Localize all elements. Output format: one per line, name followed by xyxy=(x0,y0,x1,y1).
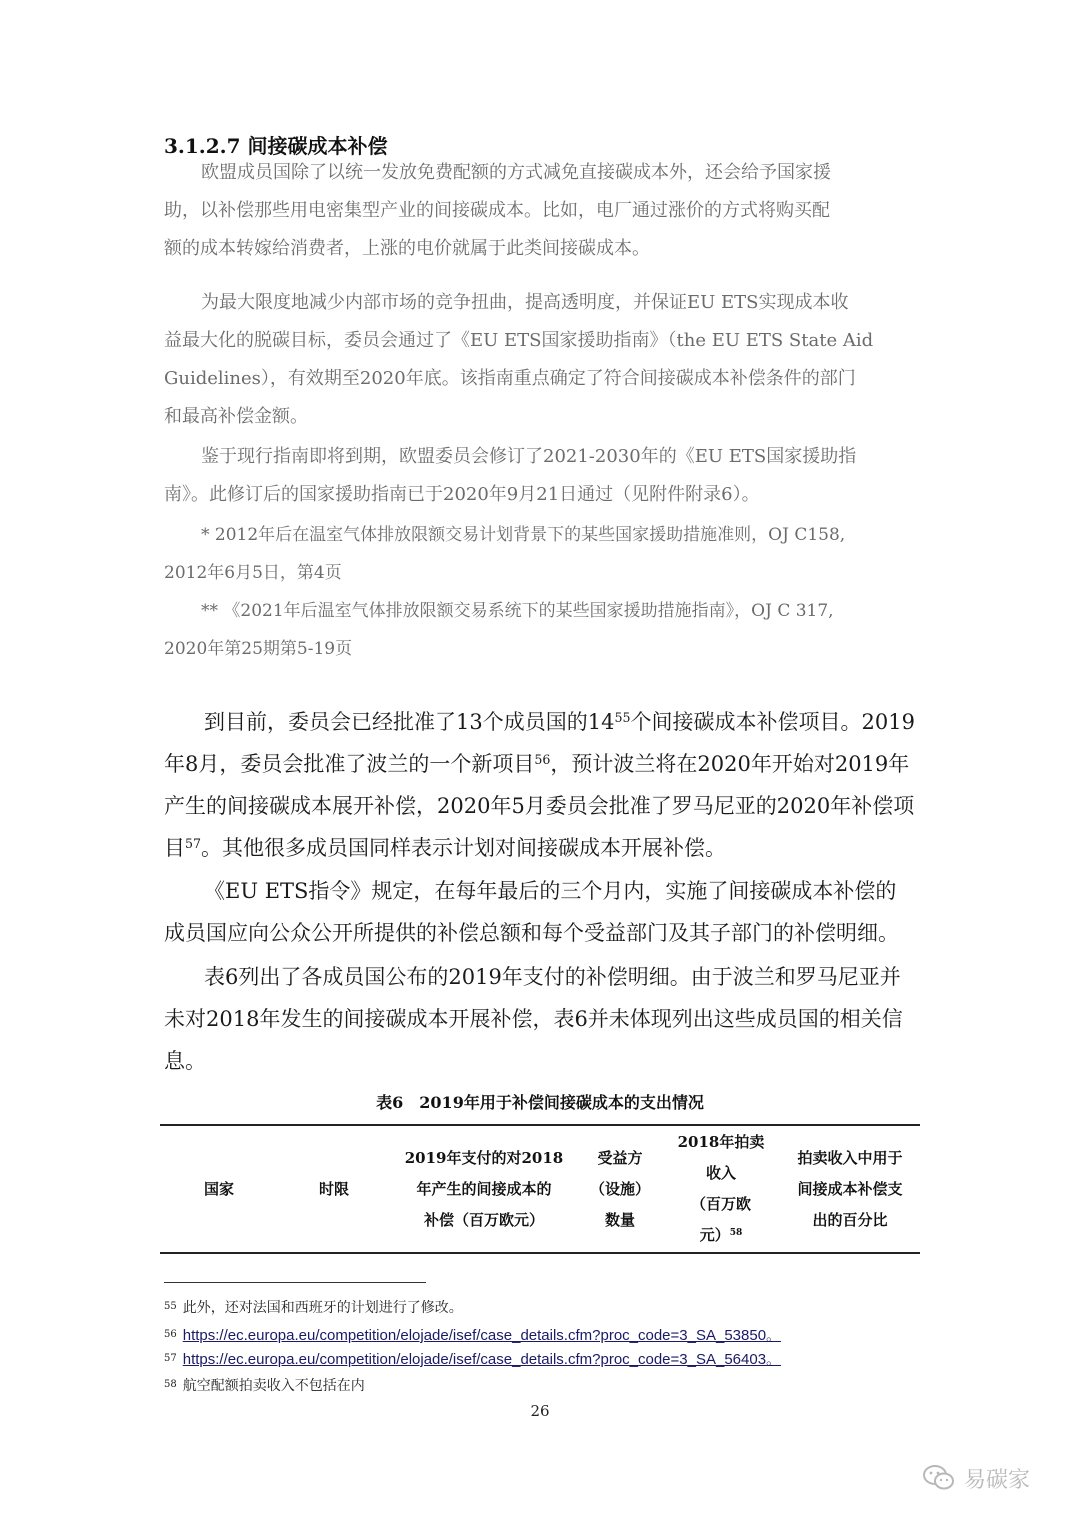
footnote-57: $^{57}$ https://ec.europa.eu/competition/elojade/isef/case_details.cfm?proc_code=3_SA_56403。 xyxy=(164,1351,782,1368)
body-paragraph-2: 《EU ETS指令》规定，在每年最后的三个月内，实施了间接碳成本补偿的 成员国应向公众公开所提供的补偿总额和每个受益部门及其子部门的补偿明细。 xyxy=(164,879,899,945)
table-bottom-rule xyxy=(160,1252,920,1254)
header-percent: 拍卖收入中用于 间接成本补偿支 出的百分比 xyxy=(797,1148,903,1229)
quoted-paragraph-3: 鉴于现行指南即将到期，欧盟委员会修订了2021-2030年的《EU ETS国家援助指 南》。此修订后的国家援助指南已于2020年9月21日通过（见附件附录6）。 xyxy=(164,446,857,505)
footnote-56: $^{56}$ https://ec.europa.eu/competition/elojade/isef/case_details.cfm?proc_code=3_SA_53850。 xyxy=(164,1327,782,1344)
header-beneficiaries: 受益方 （设施） 数量 xyxy=(589,1148,650,1229)
footnote-ref-57: 57 xyxy=(185,836,202,852)
body-paragraph-3: 表6列出了各成员国公布的2019年支付的补偿明细。由于波兰和罗马尼亚并 未对2018年发生的间接碳成本开展补偿，表6并未体现列出这些成员国的相关信 息。 xyxy=(164,965,903,1073)
footnote-57-link[interactable]: https://ec.europa.eu/competition/elojade/isef/case_details.cfm?proc_code=3_SA_56403。 xyxy=(182,1351,782,1368)
quoted-paragraph-2: 为最大限度地减少内部市场的竞争扭曲，提高透明度，并保证EU ETS实现成本收 益最大化的脱碳目标，委员会通过了《EU ETS国家援助指南》（the EU ETS State Aid Guidelines），有效期至2020年底。该指南重点确定了符合间接碳成本补偿条件的部门 和最高补偿金额。 xyxy=(164,292,874,427)
footnote-ref-58: 58 xyxy=(729,1228,743,1239)
quoted-note-1: * 2012年后在温室气体排放限额交易计划背景下的某些国家援助措施准则，OJ C158, 2012年6月5日，第4页 xyxy=(164,525,846,583)
table-title: 表6 2019年用于补偿间接碳成本的支出情况 xyxy=(376,1093,704,1112)
section-heading: 3.1.2.7 间接碳成本补偿 xyxy=(164,134,388,158)
header-country: 国家 xyxy=(203,1179,234,1198)
footnote-55: $^{55}$ 此外，还对法国和西班牙的计划进行了修改。 xyxy=(164,1300,463,1316)
body-paragraph-1: 到目前，委员会已经批准了13个成员国的$14^{55}$个间接碳成本补偿项目。2019 年8月，委员会批准了波兰的一个新项目$^{56}$，预计波兰将在2020年开始对2019年 产生的间接碳成本展开补偿，2020年5月委员会批准了罗马尼亚的2020年补偿项 目$^{57}$。其他很多成员国同样表示计划对间接碳成本开展补偿。 xyxy=(164,710,915,860)
header-auction-revenue: 2018年拍卖 收入 （百万欧 元）$^{58}$ xyxy=(677,1133,765,1244)
footnote-ref-55: 55 xyxy=(614,710,631,726)
watermark-text: 易碳家 xyxy=(964,1467,1031,1493)
footnote-separator xyxy=(164,1282,426,1283)
header-period: 时限 xyxy=(318,1179,349,1198)
header-payment: 2019年支付的对2018 年产生的间接成本的 补偿（百万欧元） xyxy=(404,1148,564,1229)
expenditure-table xyxy=(160,1124,920,1254)
footnote-ref-56: 56 xyxy=(534,752,551,768)
quoted-note-2: ** 《2021年后温室气体排放限额交易系统下的某些国家援助措施指南》，OJ C 317, 2020年第25期第5-19页 xyxy=(164,601,834,659)
quoted-paragraph-1: 欧盟成员国除了以统一发放免费配额的方式减免直接碳成本外，还会给予国家援 助，以补偿那些用电密集型产业的间接碳成本。比如，电厂通过涨价的方式将购买配 额的成本转嫁给消费者，上涨的电价就属于此类间接碳成本。 xyxy=(164,162,831,259)
footnote-58: $^{58}$ 航空配额拍卖收入不包括在内 xyxy=(164,1378,365,1394)
wechat-icon xyxy=(922,1463,956,1493)
watermark xyxy=(922,1460,1030,1496)
footnote-56-link[interactable]: https://ec.europa.eu/competition/elojade/isef/case_details.cfm?proc_code=3_SA_53850。 xyxy=(182,1327,782,1344)
page-number: 26 xyxy=(530,1402,550,1420)
